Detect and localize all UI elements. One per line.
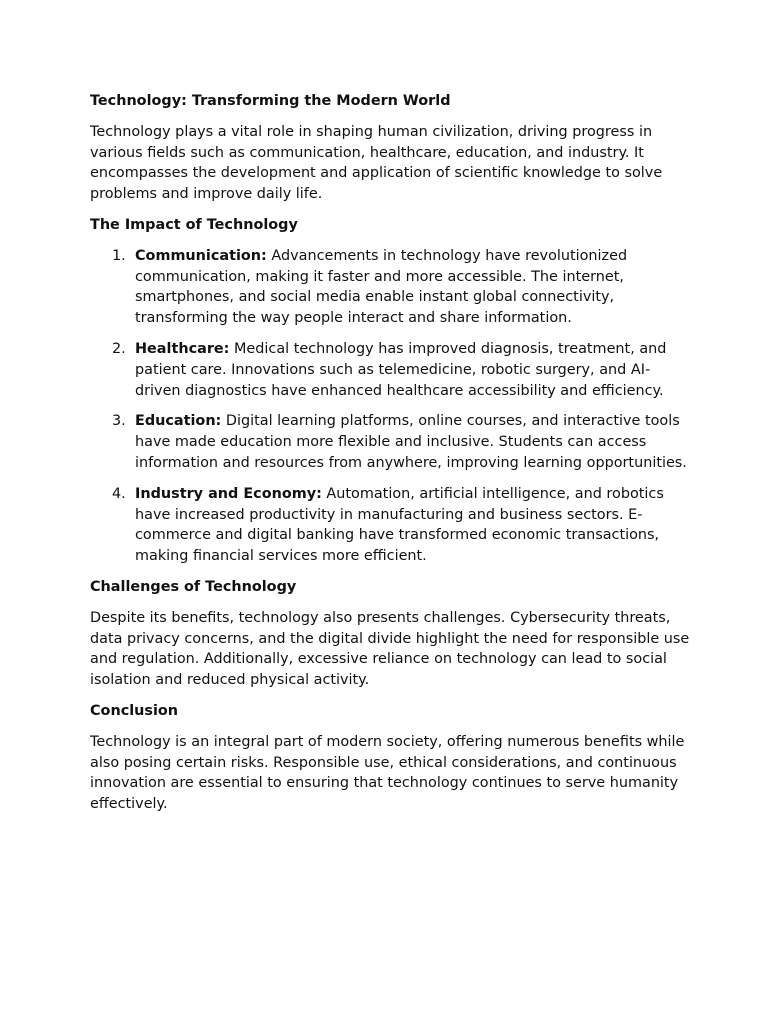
list-item-term: Healthcare: <box>135 340 230 357</box>
list-item-text: Automation, artificial intelligence, and robotics have increased productivity in manufacturing and business sectors. E-commerce and digital banking have transformed economic transactions, making financial services more efficient. <box>135 485 664 565</box>
list-item-communication <box>90 246 690 329</box>
challenges-paragraph: Despite its benefits, technology also presents challenges. Cybersecurity threats, data privacy concerns, and the digital divide highlight the need for responsible use and regulation. Additionally, excessive reliance on technology can lead to social isolation and reduced physical activity. <box>90 609 690 689</box>
list-item-term: Industry and Economy: <box>135 485 322 502</box>
conclusion-paragraph: Technology is an integral part of modern society, offering numerous benefits while also posing certain risks. Responsible use, ethical considerations, and continuous innovation are essential to ensuring that technology continues to serve humanity effectively. <box>90 733 685 813</box>
impact-heading: The Impact of Technology <box>90 216 298 233</box>
list-item-term: Education: <box>135 413 222 430</box>
impact-list <box>90 246 690 567</box>
list-item-industry-economy <box>90 484 690 567</box>
list-item-healthcare <box>90 339 690 401</box>
conclusion-heading: Conclusion <box>90 702 179 719</box>
document-page <box>90 91 690 815</box>
intro-paragraph: Technology plays a vital role in shaping human civilization, driving progress in various fields such as communication, healthcare, education, and industry. It encompasses the development and application of scientific knowledge to solve problems and improve daily life. <box>90 123 663 203</box>
list-item-number: 3. <box>112 413 126 430</box>
list-item-number: 2. <box>112 340 126 357</box>
list-item-text: Advancements in technology have revolutionized communication, making it faster and more accessible. The internet, smartphones, and social media enable instant global connectivity, transforming the way people interact and share information. <box>135 247 628 327</box>
list-item-number: 1. <box>112 247 126 264</box>
list-item-text: Digital learning platforms, online courses, and interactive tools have made education more flexible and inclusive. Students can access information and resources from anywhere, improving learning opportunities. <box>135 413 687 471</box>
challenges-heading: Challenges of Technology <box>90 578 297 595</box>
list-item-education <box>90 411 690 473</box>
list-item-number: 4. <box>112 485 126 502</box>
list-item-term: Communication: <box>135 247 267 264</box>
list-item-text: Medical technology has improved diagnosis, treatment, and patient care. Innovations such as telemedicine, robotic surgery, and AI-driven diagnostics have enhanced healthcare accessibility and efficiency. <box>135 340 667 399</box>
document-title: Technology: Transforming the Modern World <box>90 93 451 109</box>
